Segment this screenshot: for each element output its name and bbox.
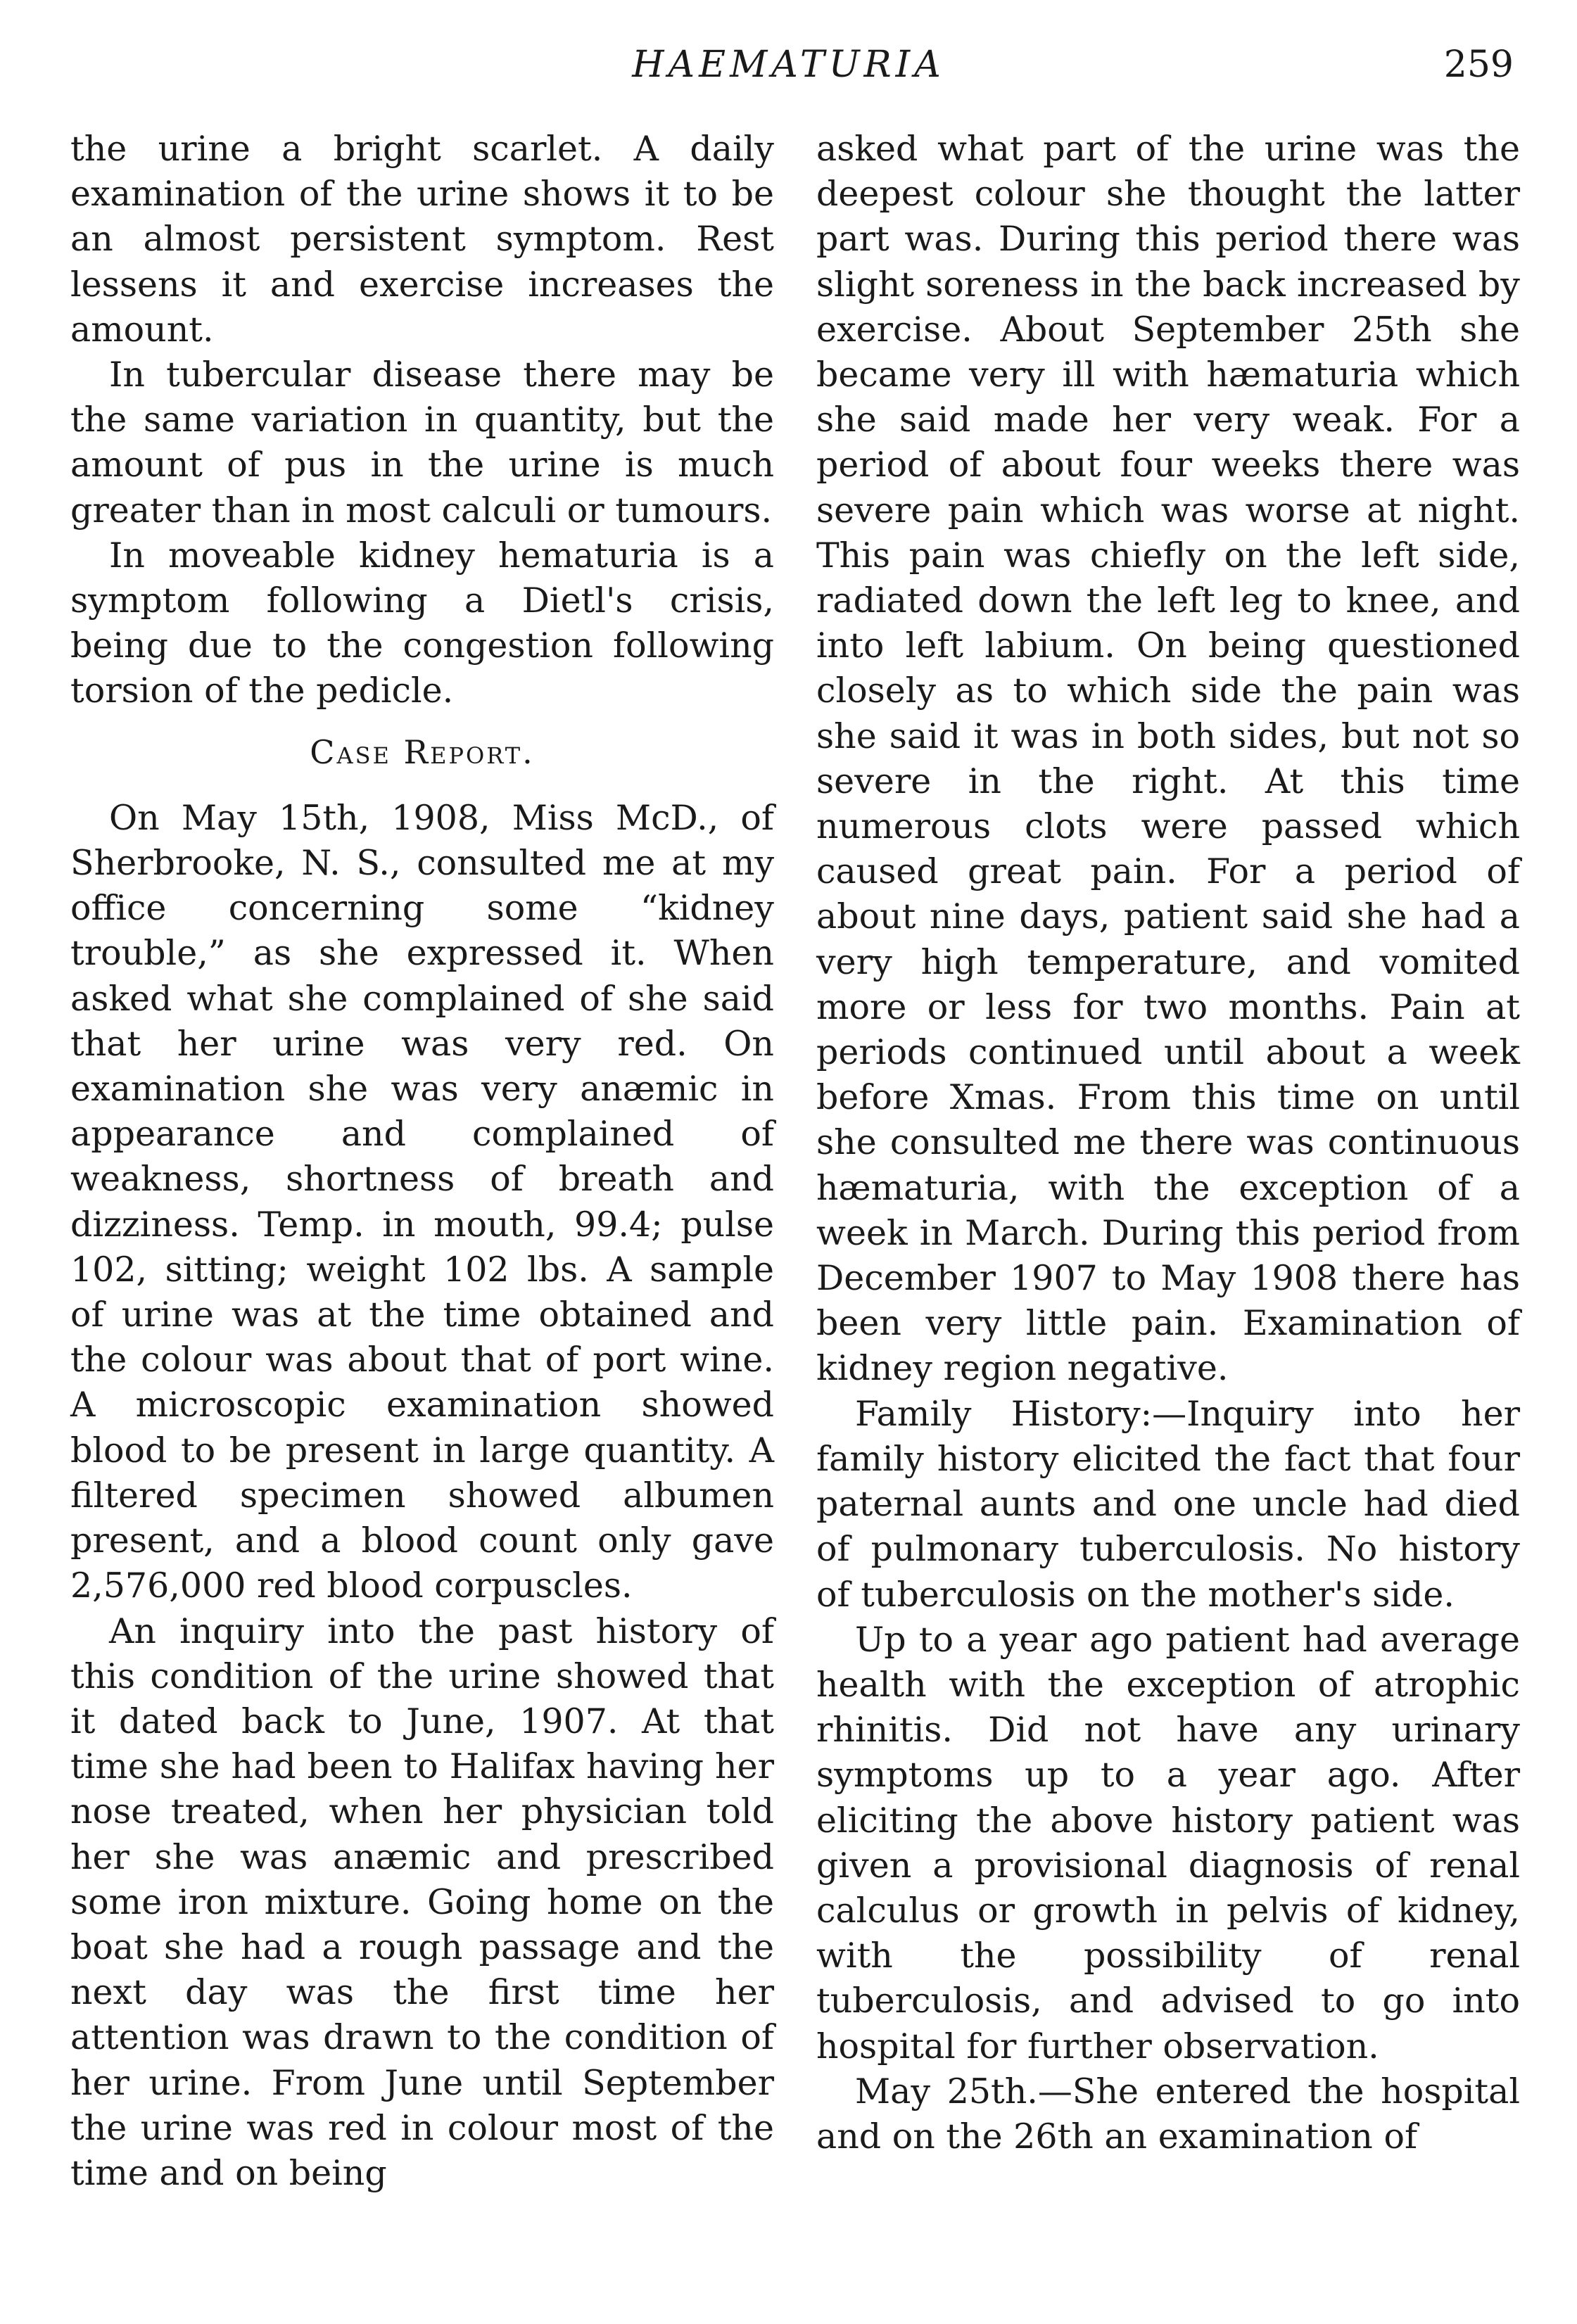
left-column	[70, 127, 774, 2196]
paragraph: An inquiry into the past history of this condition of the urine showed that it dated back to June, 1907. At that time she had been to Halifax having her nose treated, when her physician told her she was anæmic and prescribed some iron mixture. Going home on the boat she had a rough passage and the next day was the first time her attention was drawn to the condition of her urine. From June until September the urine was red in colour most of the time and on being	[70, 1611, 774, 2193]
section-heading: Case Report.	[310, 732, 535, 771]
paragraph: the urine a bright scarlet. A daily examination of the urine shows it to be an almost persistent symptom. Rest lessens it and exercise increases the amount.	[70, 129, 774, 350]
page-header	[0, 44, 1577, 107]
paragraph: Family History:—Inquiry into her family history elicited the fact that four paternal aunts and one uncle had died of pulmonary tuberculosis. No history of tuberculosis on the mother's side.	[816, 1393, 1520, 1615]
right-column	[816, 127, 1520, 2159]
running-title: HAEMATURIA	[632, 44, 945, 86]
page-number: 259	[1443, 44, 1514, 86]
paragraph: May 25th.—She entered the hospital and on the 26th an examination of	[816, 2071, 1520, 2157]
paragraph: In tubercular disease there may be the same variation in quantity, but the amount of pus in the urine is much greater than in most calculi or tumours.	[70, 355, 774, 531]
paragraph: In moveable kidney hematuria is a symptom following a Dietl's crisis, being due to the congestion following torsion of the pedicle.	[70, 535, 774, 711]
paragraph: On May 15th, 1908, Miss McD., of Sherbrooke, N. S., consulted me at my office concerning some “kidney trouble,” as she expressed it. When asked what she complained of she said that her urine was very red. On examination she was very anæmic in appearance and complained of weakness, shortness of breath and dizziness. Temp. in mouth, 99.4; pulse 102, sitting; weight 102 lbs. A sample of urine was at the time obtained and the colour was about that of port wine. A microscopic examination showed blood to be present in large quantity. A filtered specimen showed albumen present, and a blood count only gave 2,576,000 red blood corpuscles.	[70, 797, 774, 1606]
paragraph: asked what part of the urine was the deepest colour she thought the latter part was. During this period there was slight soreness in the back increased by exercise. About September 25th she became very ill with hæmaturia which she said made her very weak. For a period of about four weeks there was severe pain which was worse at night. This pain was chiefly on the left side, radiated down the left leg to knee, and into left labium. On being questioned closely as to which side the pain was she said it was in both sides, but not so severe in the right. At this time numerous clots were passed which caused great pain. For a period of about nine days, patient said she had a very high temperature, and vomited more or less for two months. Pain at periods continued until about a week before Xmas. From this time on until she consulted me there was continuous hæmaturia, with the exception of a week in March. During this period from December 1907 to May 1908 there has been very little pain. Examination of kidney region negative.	[816, 129, 1520, 1389]
paragraph: Up to a year ago patient had average health with the exception of atrophic rhinitis. Did not have any urinary symptoms up to a year ago. After eliciting the above history patient was given a provisional diagnosis of renal calculus or growth in pelvis of kidney, with the possibility of renal tuberculosis, and advised to go into hospital for further observation.	[816, 1619, 1520, 2066]
